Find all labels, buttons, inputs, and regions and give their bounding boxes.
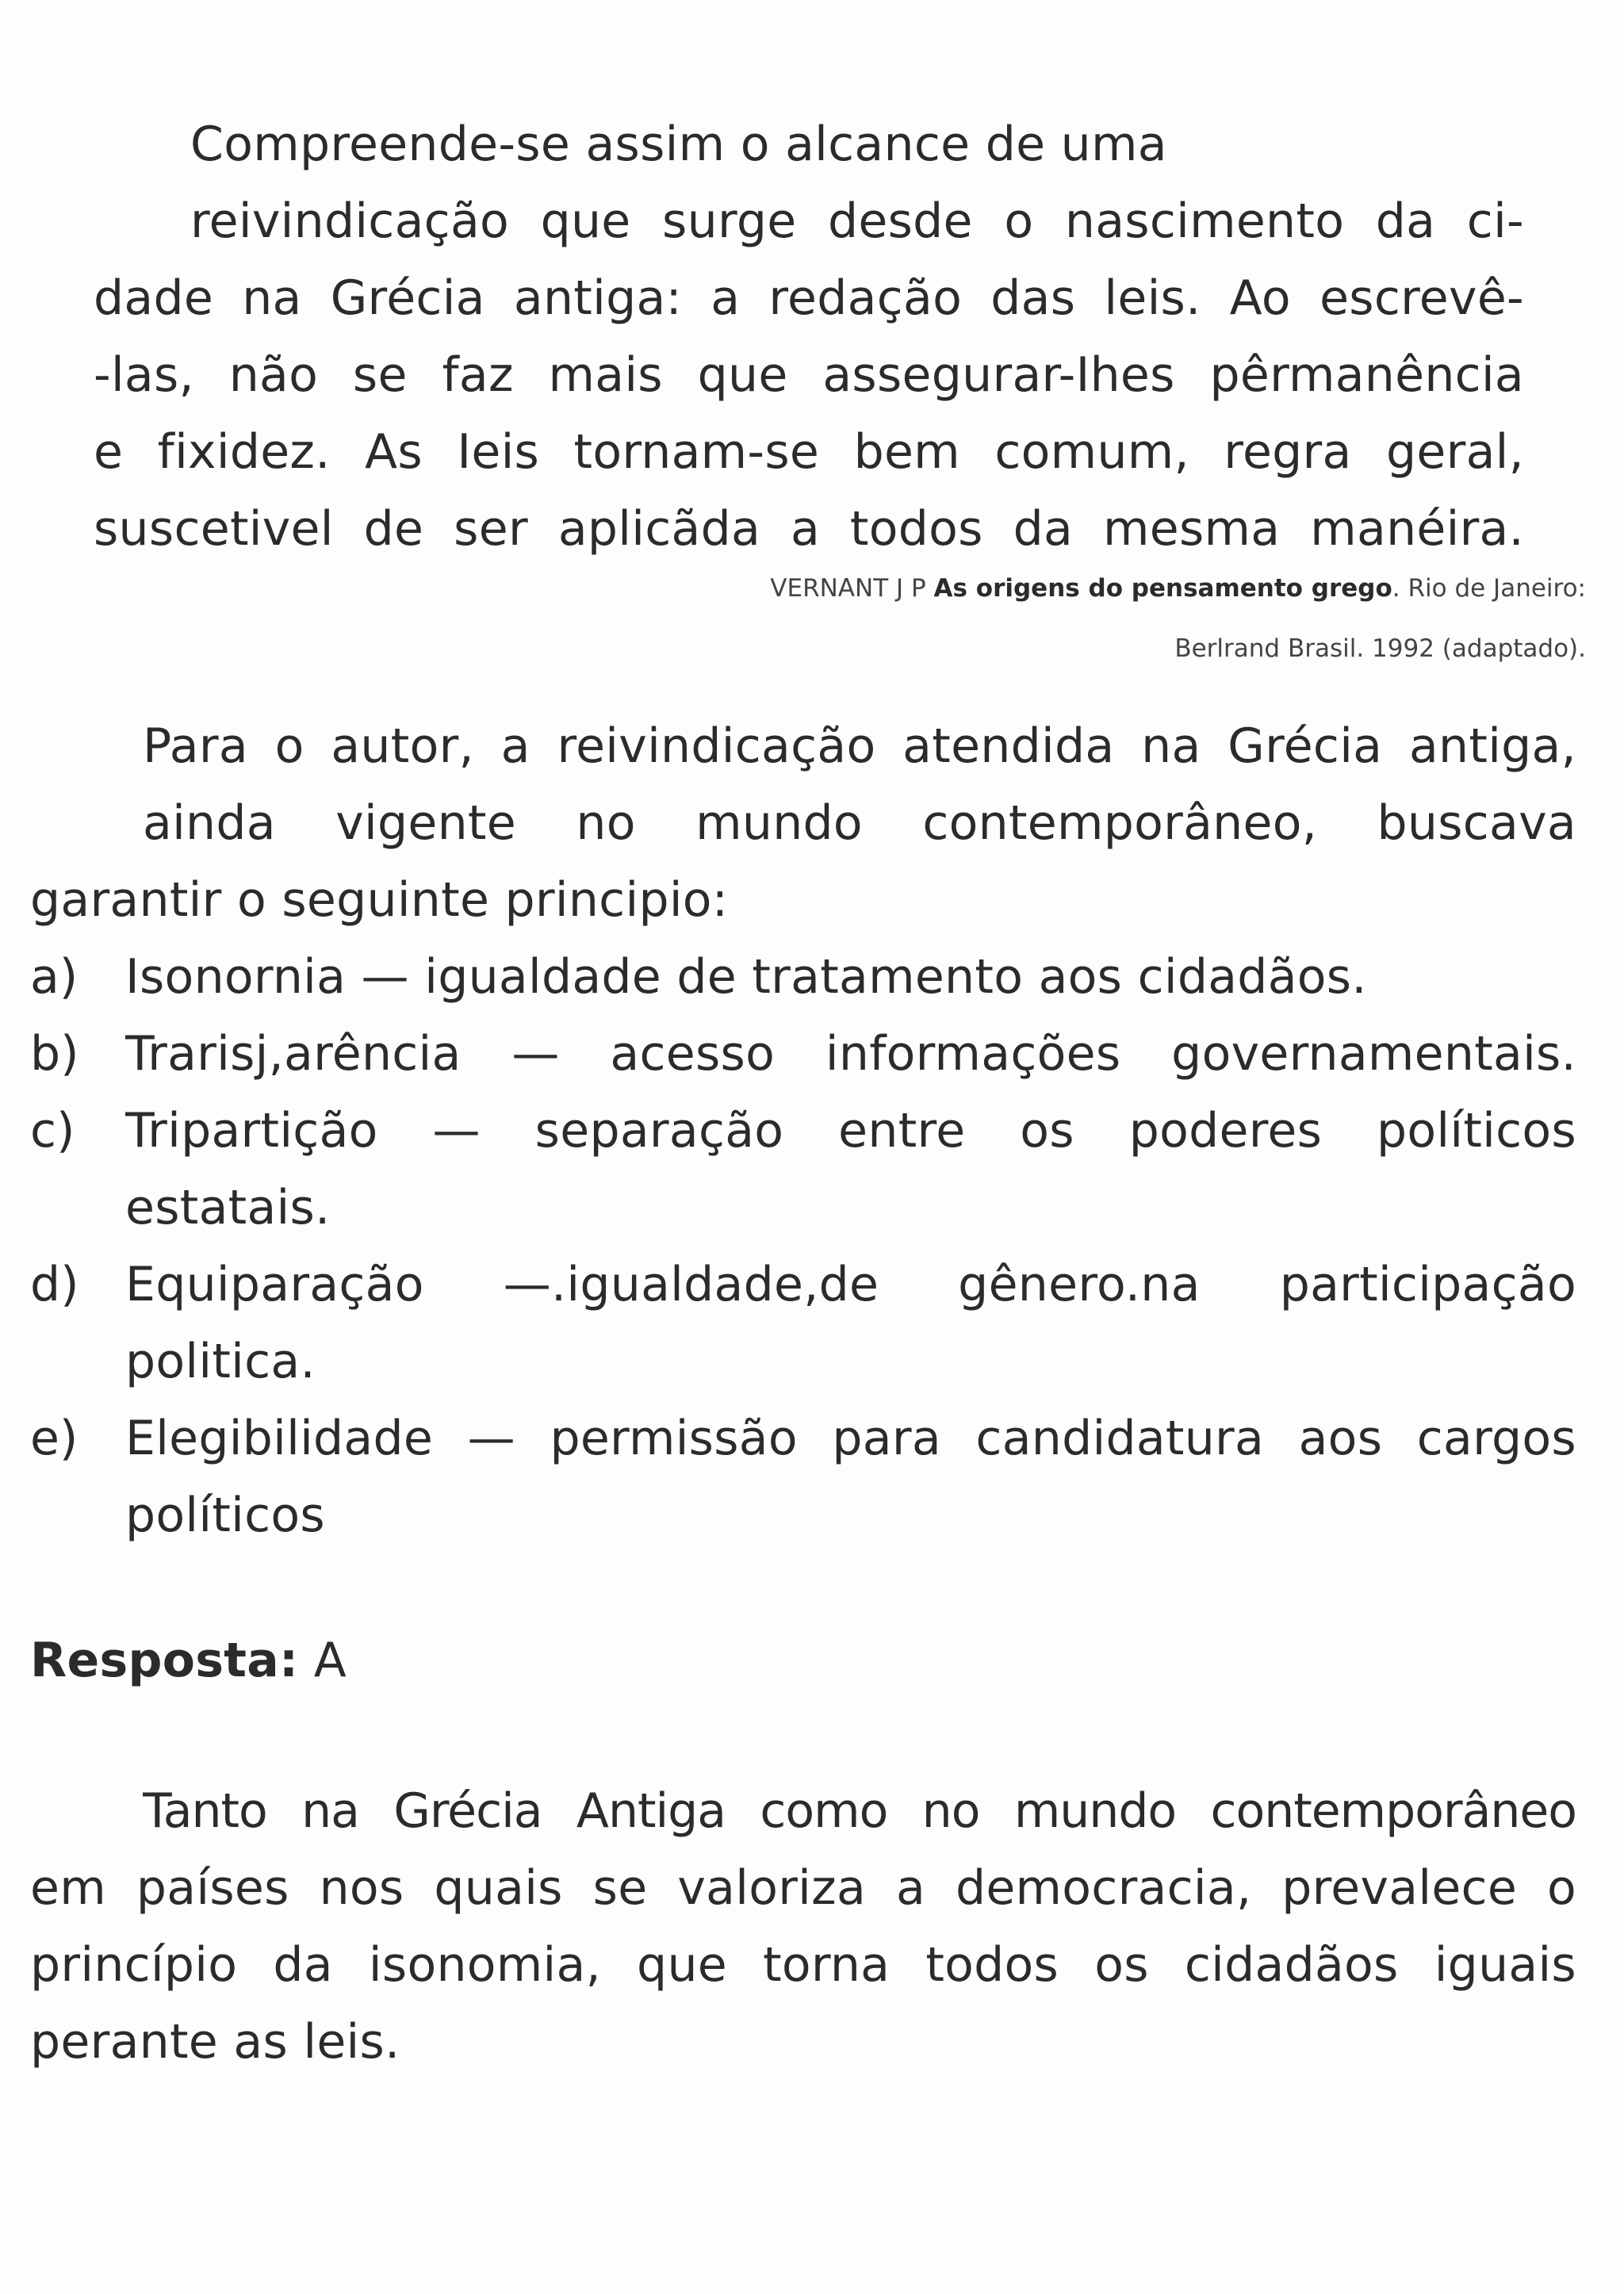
quote-line: dade na Grécia antiga: a redação das leis. Ao escrevê- bbox=[94, 270, 1524, 326]
quote-line: -las, não se faz mais que assegurar-Ihes pêrmanência bbox=[94, 347, 1524, 403]
quote-line: Compreende-se assim o alcance de uma bbox=[190, 117, 1167, 172]
answer-label: Resposta: bbox=[30, 1633, 299, 1688]
option-letter: a) bbox=[30, 949, 79, 1005]
question-line: ainda vigente no mundo contemporâneo, buscava bbox=[143, 795, 1576, 851]
explanation-line: em países nos quais se valoriza a democracia, prevalece o bbox=[30, 1860, 1576, 1916]
citation-publisher: Berlrand Brasil. 1992 (adaptado). bbox=[1174, 634, 1586, 663]
explanation-line: princípio da isonomia, que torna todos os cidadãos iguais bbox=[30, 1937, 1576, 1993]
option-text: Tripartição — separação entre os poderes políticos bbox=[125, 1103, 1576, 1158]
option-text: políticos bbox=[125, 1488, 325, 1543]
option-letter: d) bbox=[30, 1257, 79, 1312]
quote-line: reivindicação que surge desde o nascimento da ci- bbox=[190, 193, 1524, 249]
option-text: Trarisj,arência — acesso informações governamentais. bbox=[125, 1026, 1576, 1082]
citation-line-1 bbox=[770, 573, 1586, 604]
option-text: estatais. bbox=[125, 1180, 331, 1235]
option-text: Elegibilidade — permissão para candidatura aos cargos bbox=[125, 1411, 1576, 1466]
quote-line: e fixidez. As Ieis tornam-se bem comum, regra geral, bbox=[94, 424, 1524, 480]
option-letter: e) bbox=[30, 1411, 79, 1466]
explanation-line: perante as leis. bbox=[30, 2014, 400, 2070]
citation-title: As origens do pensamento grego bbox=[933, 574, 1392, 603]
question-line: Para o autor, a reivindicação atendida na Grécia antiga, bbox=[143, 718, 1576, 774]
answer-value: A bbox=[313, 1633, 347, 1688]
question-line: garantir o seguinte principio: bbox=[30, 872, 729, 928]
option-text: Isonornia — igualdade de tratamento aos cidadãos. bbox=[125, 949, 1367, 1005]
citation-author: VERNANT J P bbox=[770, 574, 926, 603]
option-letter: b) bbox=[30, 1026, 79, 1082]
citation-place: . Rio de Janeiro: bbox=[1392, 574, 1586, 603]
quote-line: suscetivel de ser aplicãda a todos da mesma manéira. bbox=[94, 501, 1524, 557]
option-text: Equiparação —.igualdade,de gênero.na participação bbox=[125, 1257, 1576, 1312]
option-text: politica. bbox=[125, 1334, 316, 1389]
option-letter: c) bbox=[30, 1103, 75, 1158]
explanation-line: Tanto na Grécia Antiga como no mundo contemporâneo bbox=[143, 1783, 1576, 1839]
answer bbox=[30, 1632, 347, 1689]
